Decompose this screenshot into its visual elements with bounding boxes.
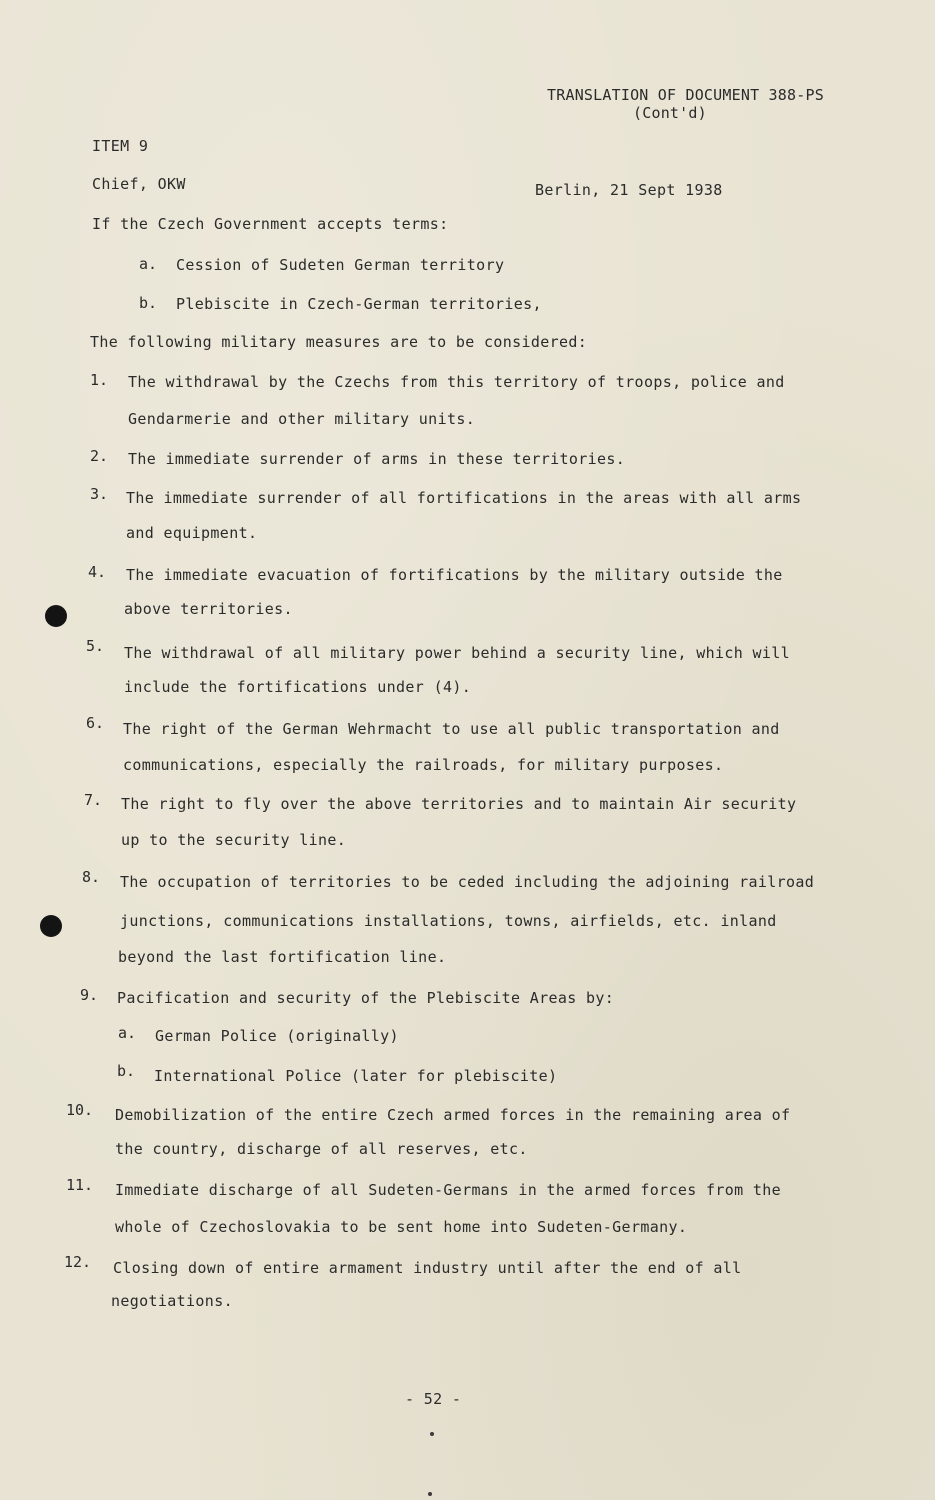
measure-number: 12. [64, 1253, 92, 1271]
page-number: - 52 - [405, 1390, 462, 1408]
measure-line: junctions, communications installations, towns, airfields, etc. inland [120, 912, 777, 930]
subitem-text: German Police (originally) [155, 1027, 399, 1045]
measure-line: communications, especially the railroads, for military purposes. [123, 756, 724, 774]
measure-line: beyond the last fortification line. [118, 948, 447, 966]
measure-line: The withdrawal of all military power behind a security line, which will [124, 644, 791, 662]
from-line: Chief, OKW [92, 175, 186, 193]
place-date: Berlin, 21 Sept 1938 [535, 181, 723, 199]
measure-line: The right of the German Wehrmacht to use all public transportation and [123, 720, 780, 738]
measure-line: The immediate surrender of arms in these territories. [128, 450, 626, 468]
measure-line: whole of Czechoslovakia to be sent home into Sudeten-Germany. [115, 1218, 688, 1236]
measures-intro: The following military measures are to be considered: [90, 333, 588, 351]
measure-line: up to the security line. [121, 831, 347, 849]
term-letter: b. [139, 294, 158, 312]
punch-hole [45, 605, 67, 627]
measure-line: and equipment. [126, 524, 258, 542]
paper-speck [430, 1432, 434, 1436]
intro-line: If the Czech Government accepts terms: [92, 215, 449, 233]
measure-line: include the fortifications under (4). [124, 678, 472, 696]
measure-number: 9. [80, 986, 99, 1004]
measure-number: 5. [86, 637, 105, 655]
measure-number: 10. [66, 1101, 94, 1119]
measure-number: 8. [82, 868, 101, 886]
measure-line: Gendarmerie and other military units. [128, 410, 476, 428]
subitem-letter: b. [117, 1062, 136, 1080]
measure-line: The right to fly over the above territories and to maintain Air security [121, 795, 797, 813]
measure-number: 1. [90, 371, 109, 389]
item-label: ITEM 9 [92, 137, 149, 155]
term-letter: a. [139, 255, 158, 273]
subitem-letter: a. [118, 1024, 137, 1042]
measure-line: Immediate discharge of all Sudeten-Germans in the armed forces from the [115, 1181, 782, 1199]
measure-line: negotiations. [111, 1292, 233, 1310]
measure-line: above territories. [124, 600, 293, 618]
measure-line: the country, discharge of all reserves, etc. [115, 1140, 528, 1158]
measure-number: 2. [90, 447, 109, 465]
measure-line: The immediate surrender of all fortifications in the areas with all arms [126, 489, 802, 507]
measure-number: 6. [86, 714, 105, 732]
measure-number: 3. [90, 485, 109, 503]
subitem-text: International Police (later for plebiscite) [154, 1067, 558, 1085]
document-title: TRANSLATION OF DOCUMENT 388-PS [547, 86, 824, 104]
measure-line: The occupation of territories to be ceded including the adjoining railroad [120, 873, 815, 891]
term-text: Cession of Sudeten German territory [176, 256, 505, 274]
measure-line: Closing down of entire armament industry until after the end of all [113, 1259, 742, 1277]
measure-line: The withdrawal by the Czechs from this territory of troops, police and [128, 373, 785, 391]
measure-number: 7. [84, 791, 103, 809]
paper-speck [428, 1492, 432, 1496]
term-text: Plebiscite in Czech-German territories, [176, 295, 542, 313]
measure-line: Demobilization of the entire Czech armed forces in the remaining area of [115, 1106, 791, 1124]
punch-hole [40, 915, 62, 937]
document-subtitle: (Cont'd) [633, 104, 707, 122]
measure-line: Pacification and security of the Plebiscite Areas by: [117, 989, 615, 1007]
measure-number: 11. [66, 1176, 94, 1194]
measure-number: 4. [88, 563, 107, 581]
measure-line: The immediate evacuation of fortifications by the military outside the [126, 566, 783, 584]
